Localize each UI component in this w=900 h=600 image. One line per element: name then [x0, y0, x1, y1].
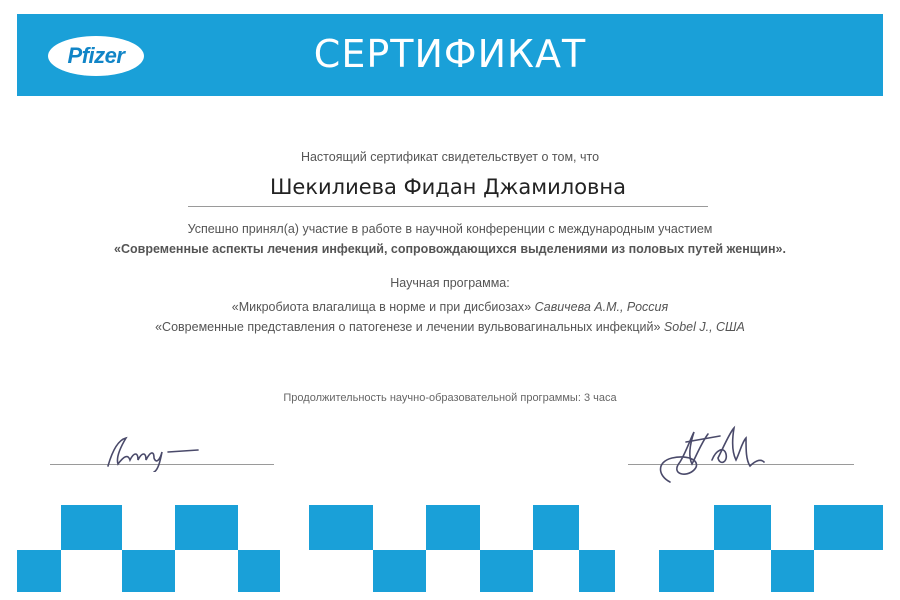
- certificate-title: СЕРТИФИКАТ: [313, 32, 587, 76]
- checker-square: [17, 550, 61, 592]
- intro-text: Настоящий сертификат свидетельствует о том, что: [300, 150, 600, 164]
- name-underline: [188, 206, 708, 207]
- program-label: Научная программа:: [390, 276, 510, 290]
- checker-square: [533, 505, 579, 550]
- checker-square: [714, 505, 771, 550]
- checker-square: [659, 550, 714, 592]
- recipient-name: Шекилиева Фидан Джамиловна: [269, 175, 627, 199]
- program-talk: [0, 320, 900, 334]
- checker-square: [771, 550, 814, 592]
- signature-right-icon: [650, 412, 780, 492]
- checker-square: [480, 550, 533, 592]
- checker-square: [373, 550, 426, 592]
- checker-square: [61, 505, 122, 550]
- checker-square: [238, 550, 280, 592]
- talk-title: «Современные представления о патогенезе и лечении вульвовагинальных инфекций»: [155, 320, 661, 334]
- talk-speaker: Sobel J., США: [663, 320, 745, 334]
- checker-square: [122, 550, 175, 592]
- checker-square: [309, 505, 373, 550]
- talk-speaker: Савичева А.М., Россия: [534, 300, 669, 314]
- conference-title: «Современные аспекты лечения инфекций, сопровождающихся выделениями из половых путей женщин».: [114, 242, 786, 256]
- logo-text: Pfizer: [67, 43, 125, 68]
- talk-title: «Микробиота влагалища в норме и при дисбиозах»: [231, 300, 532, 314]
- checker-square: [579, 550, 615, 592]
- signature-left-icon: [98, 430, 208, 472]
- program-duration: Продолжительность научно-образовательной программы: 3 часа: [283, 392, 617, 404]
- checker-square: [175, 505, 238, 550]
- checker-square: [426, 505, 480, 550]
- participation-text: Успешно принял(а) участие в работе в научной конференции с международным участием: [187, 222, 713, 236]
- checker-square: [814, 505, 883, 550]
- program-talk: [0, 300, 900, 314]
